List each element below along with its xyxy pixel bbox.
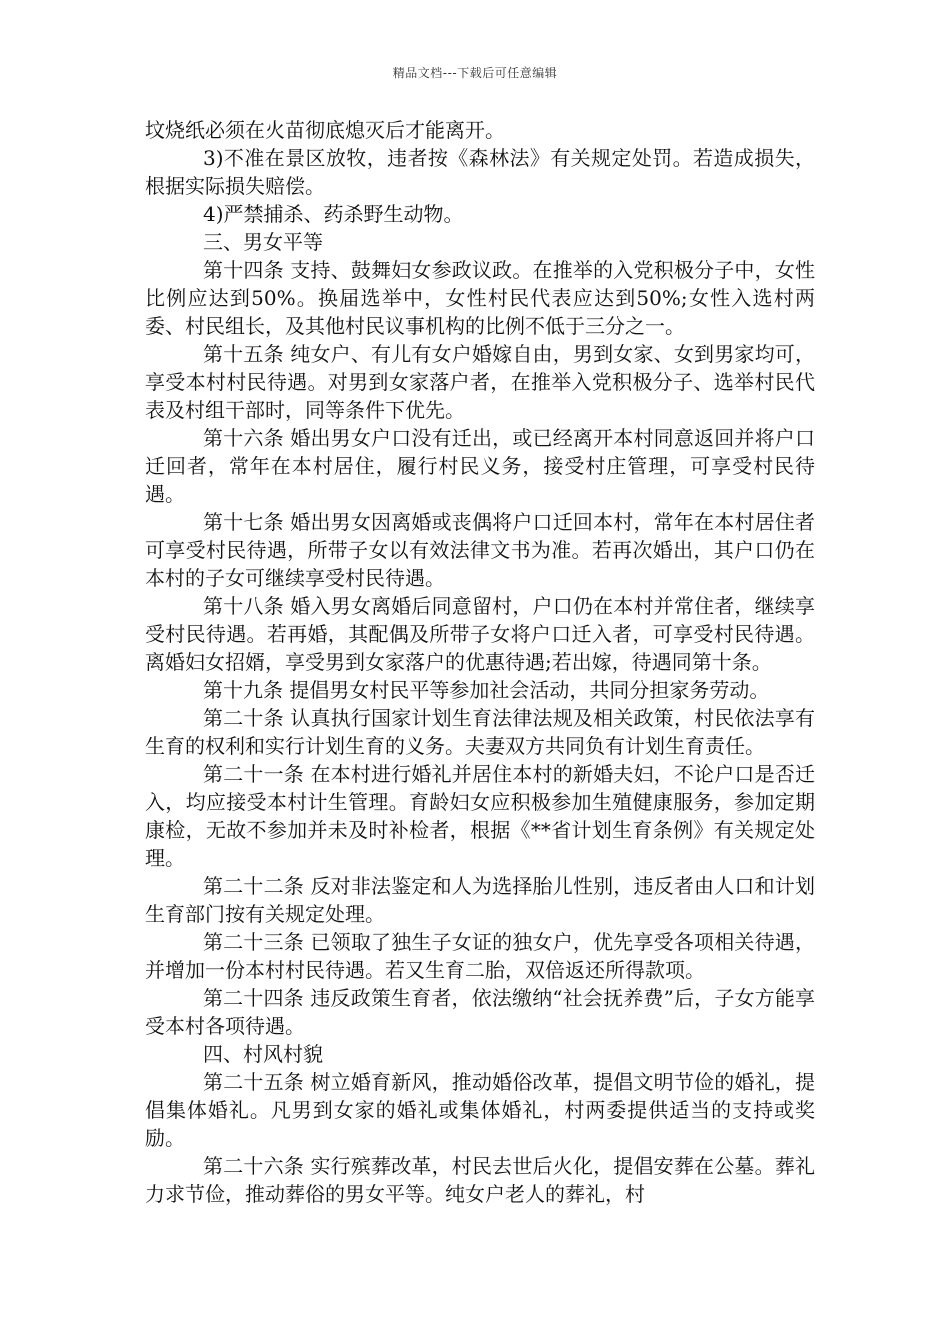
paragraph: 第二十五条 树立婚育新风，推动婚俗改革，提倡文明节俭的婚礼，提倡集体婚礼。凡男到女家的婚礼或集体婚礼，村两委提供适当的支持或奖励。: [145, 1070, 815, 1150]
paragraph: 第二十一条 在本村进行婚礼并居住本村的新婚夫妇，不论户口是否迁入，均应接受本村计生管理。育龄妇女应积极参加生殖健康服务，参加定期康检，无故不参加并未及时补检者，根据《**省计划生育条例》有关规定处理。: [145, 762, 815, 870]
paragraph: 第十八条 婚入男女离婚后同意留村，户口仍在本村并常住者，继续享受村民待遇。若再婚，其配偶及所带子女将户口迁入者，可享受村民待遇。离婚妇女招婿，享受男到女家落户的优惠待遇;若出嫁，待遇同第十条。: [145, 594, 815, 674]
paragraph: 第二十条 认真执行国家计划生育法律法规及相关政策，村民依法享有生育的权利和实行计划生育的义务。夫妻双方共同负有计划生育责任。: [145, 706, 815, 758]
paragraph: 第十六条 婚出男女户口没有迁出，或已经离开本村同意返回并将户口迁回者，常年在本村居住，履行村民义务，接受村庄管理，可享受村民待遇。: [145, 426, 815, 506]
paragraph: 第二十三条 已领取了独生子女证的独女户，优先享受各项相关待遇，并增加一份本村村民待遇。若又生育二胎，双倍返还所得款项。: [145, 930, 815, 982]
paragraph: 第二十二条 反对非法鉴定和人为选择胎儿性别，违反者由人口和计划生育部门按有关规定处理。: [145, 874, 815, 926]
paragraph: 第十四条 支持、鼓舞妇女参政议政。在推举的入党积极分子中，女性比例应达到50%。换届选举中，女性村民代表应达到50%;女性入选村两委、村民组长，及其他村民议事机构的比例不低于三分之一。: [145, 258, 815, 338]
paragraph: 第二十六条 实行殡葬改革，村民去世后火化，提倡安葬在公墓。葬礼力求节俭，推动葬俗的男女平等。纯女户老人的葬礼，村: [145, 1154, 815, 1206]
paragraph: 4)严禁捕杀、药杀野生动物。: [203, 202, 464, 226]
paragraph: 3)不准在景区放牧，违者按《森林法》有关规定处罚。若造成损失，根据实际损失赔偿。: [145, 146, 815, 198]
page-header: 精品文档---下载后可任意编辑: [392, 66, 558, 80]
document-body: [145, 116, 815, 1208]
paragraph: 坟烧纸必须在火苗彻底熄灭后才能离开。: [145, 118, 505, 142]
paragraph: 第十五条 纯女户、有儿有女户婚嫁自由，男到女家、女到男家均可，享受本村村民待遇。对男到女家落户者，在推举入党积极分子、选举村民代表及村组干部时，同等条件下优先。: [145, 342, 815, 422]
paragraph: 三、男女平等: [203, 230, 323, 254]
paragraph: 第十七条 婚出男女因离婚或丧偶将户口迁回本村，常年在本村居住者可享受村民待遇，所带子女以有效法律文书为准。若再次婚出，其户口仍在本村的子女可继续享受村民待遇。: [145, 510, 815, 590]
paragraph: 四、村风村貌: [203, 1042, 323, 1066]
paragraph: 第十九条 提倡男女村民平等参加社会活动，共同分担家务劳动。: [203, 678, 770, 702]
paragraph: 第二十四条 违反政策生育者，依法缴纳“社会抚养费”后，子女方能享受本村各项待遇。: [145, 986, 815, 1038]
